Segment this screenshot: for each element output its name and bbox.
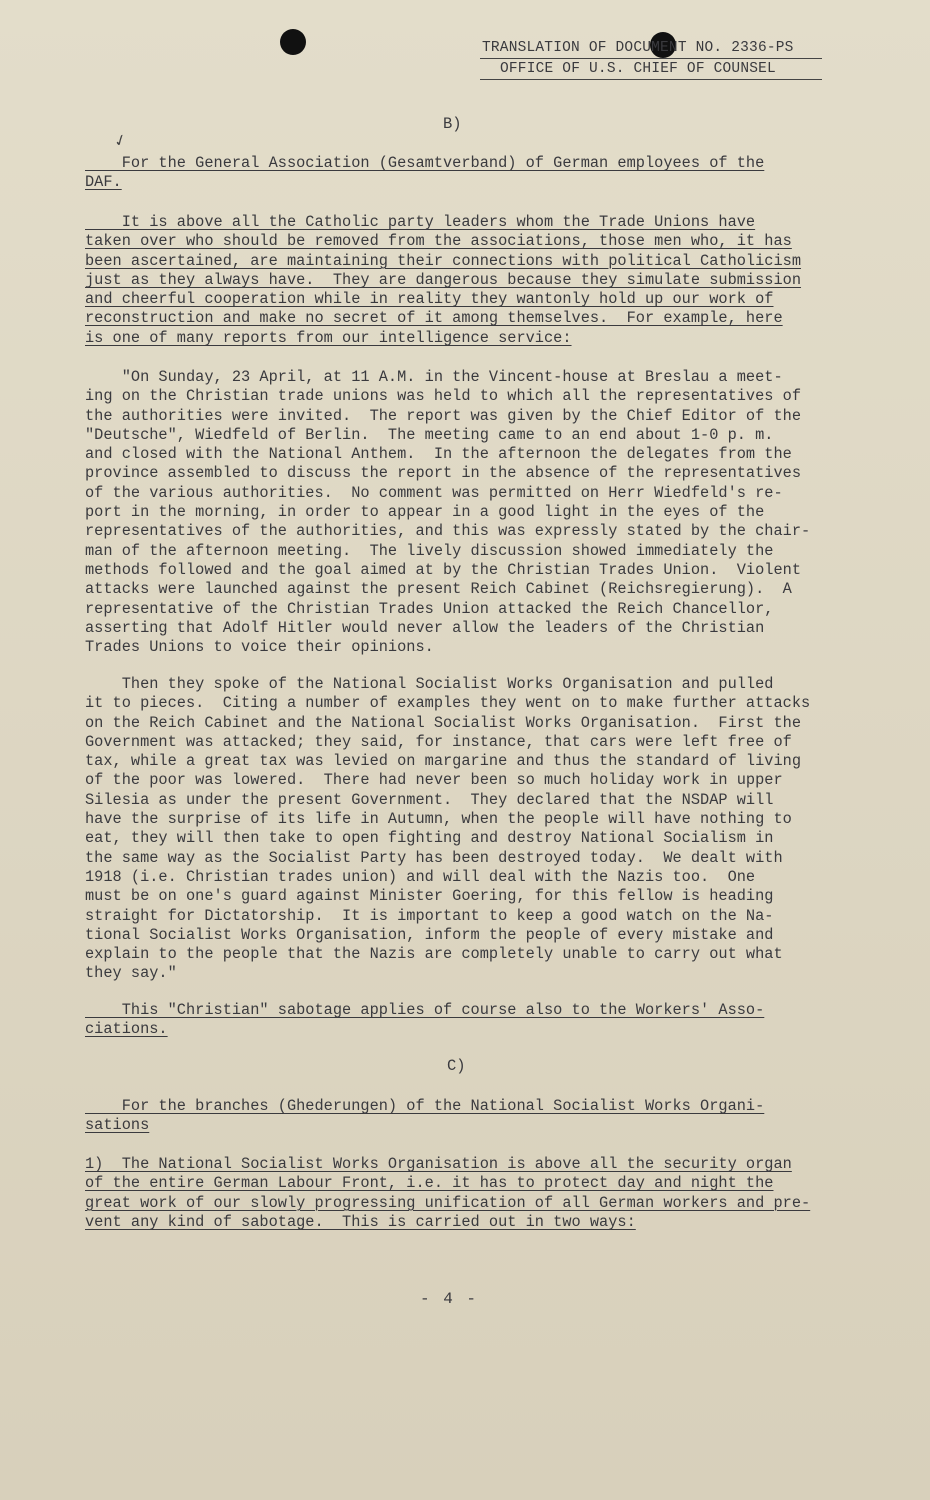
- text-line: DAF.: [85, 173, 122, 192]
- text-line: ing on the Christian trade unions was held to which all the representatives of: [85, 387, 802, 406]
- text-line: been ascertained, are maintaining their connections with political Catholicism: [85, 251, 802, 270]
- text-line: just as they always have. They are dangerous because they simulate submission: [85, 270, 802, 289]
- text-line: is one of many reports from our intelligence service:: [85, 328, 572, 347]
- section-c-label: C): [447, 1057, 466, 1075]
- text-line: For the branches (Ghederungen) of the National Socialist Works Organi-: [85, 1097, 765, 1115]
- text-line: taken over who should be removed from the associations, those men who, it has: [85, 232, 792, 251]
- text-line: 1918 (i.e. Christian trades union) and will deal with the Nazis too. One: [85, 867, 756, 886]
- text-line: Then they spoke of the National Socialist Works Organisation and pulled: [85, 675, 774, 693]
- sabotage-closing-paragraph: [85, 1001, 841, 1040]
- text-line: of the poor was lowered. There had never been so much holiday work in upper: [85, 771, 783, 790]
- text-line: it to pieces. Citing a number of examples they went on to make further attacks: [85, 694, 811, 713]
- section-b-intro-paragraph: [85, 213, 841, 348]
- section-c-item-1: [85, 1155, 841, 1232]
- text-line: ciations.: [85, 1020, 168, 1039]
- text-line: they say.": [85, 964, 177, 983]
- text-line: representatives of the authorities, and this was expressly stated by the chair-: [85, 522, 811, 541]
- text-line: Trades Unions to voice their opinions.: [85, 638, 434, 657]
- text-line: great work of our slowly progressing unification of all German workers and pre-: [85, 1193, 811, 1212]
- text-line: sations: [85, 1116, 150, 1135]
- text-line: vent any kind of sabotage. This is carried out in two ways:: [85, 1212, 636, 1231]
- second-report-paragraph: [85, 675, 841, 984]
- text-line: methods followed and the goal aimed at by the Christian Trades Union. Violent: [85, 560, 802, 579]
- text-line: representative of the Christian Trades Union attacked the Reich Chancellor,: [85, 599, 774, 618]
- intelligence-report-paragraph: [85, 368, 841, 657]
- text-line: and closed with the National Anthem. In the afternoon the delegates from the: [85, 445, 792, 464]
- text-line: port in the morning, in order to appear in a good light in the eyes of the: [85, 503, 765, 522]
- page-number: - 4 -: [420, 1290, 479, 1308]
- text-line: province assembled to discuss the report in the absence of the representatives: [85, 464, 802, 483]
- text-line: explain to the people that the Nazis are completely unable to carry out what: [85, 945, 783, 964]
- text-line: This "Christian" sabotage applies of course also to the Workers' Asso-: [85, 1001, 765, 1019]
- text-line: straight for Dictatorship. It is important to keep a good watch on the Na-: [85, 906, 774, 925]
- text-line: of the entire German Labour Front, i.e. it has to protect day and night the: [85, 1174, 774, 1193]
- text-line: tional Socialist Works Organisation, inform the people of every mistake and: [85, 925, 774, 944]
- text-line: eat, they will then take to open fighting and destroy National Socialism in: [85, 829, 774, 848]
- section-c-heading: [85, 1097, 841, 1136]
- text-line: the authorities were invited. The report was given by the Chief Editor of the: [85, 406, 802, 425]
- text-line: For the General Association (Gesamtverband) of German employees of the: [85, 154, 765, 172]
- text-line: 1) The National Socialist Works Organisation is above all the security organ: [85, 1155, 792, 1173]
- header-office-line: OFFICE OF U.S. CHIEF OF COUNSEL: [480, 59, 822, 80]
- text-line: of the various authorities. No comment was permitted on Herr Wiedfeld's re-: [85, 483, 783, 502]
- text-line: attacks were launched against the present Reich Cabinet (Reichsregierung). A: [85, 580, 792, 599]
- punch-hole-left: [280, 29, 306, 55]
- text-line: man of the afternoon meeting. The lively discussion showed immediately the: [85, 541, 774, 560]
- text-line: Government was attacked; they said, for instance, that cars were left free of: [85, 732, 792, 751]
- section-b-label: B): [443, 115, 462, 133]
- text-line: It is above all the Catholic party leaders whom the Trade Unions have: [85, 213, 756, 231]
- document-header: [480, 38, 822, 80]
- checkmark-icon: ✓: [112, 130, 130, 154]
- text-line: and cheerful cooperation while in reality they wantonly hold up our work of: [85, 290, 774, 309]
- text-line: tax, while a great tax was levied on margarine and thus the standard of living: [85, 752, 802, 771]
- text-line: "On Sunday, 23 April, at 11 A.M. in the Vincent-house at Breslau a meet-: [85, 368, 783, 386]
- text-line: Silesia as under the present Government. They declared that the NSDAP will: [85, 790, 774, 809]
- text-line: on the Reich Cabinet and the National Socialist Works Organisation. First the: [85, 713, 802, 732]
- header-translation-line: TRANSLATION OF DOCUMENT NO. 2336-PS: [480, 38, 822, 59]
- text-line: have the surprise of its life in Autumn, when the people will have nothing to: [85, 810, 792, 829]
- text-line: reconstruction and make no secret of it among themselves. For example, here: [85, 309, 783, 328]
- text-line: asserting that Adolf Hitler would never allow the leaders of the Christian: [85, 618, 765, 637]
- text-line: "Deutsche", Wiedfeld of Berlin. The meeting came to an end about 1-0 p. m.: [85, 425, 774, 444]
- section-b-heading: [85, 154, 841, 193]
- text-line: the same way as the Socialist Party has been destroyed today. We dealt with: [85, 848, 783, 867]
- text-line: must be on one's guard against Minister Goering, for this fellow is heading: [85, 887, 774, 906]
